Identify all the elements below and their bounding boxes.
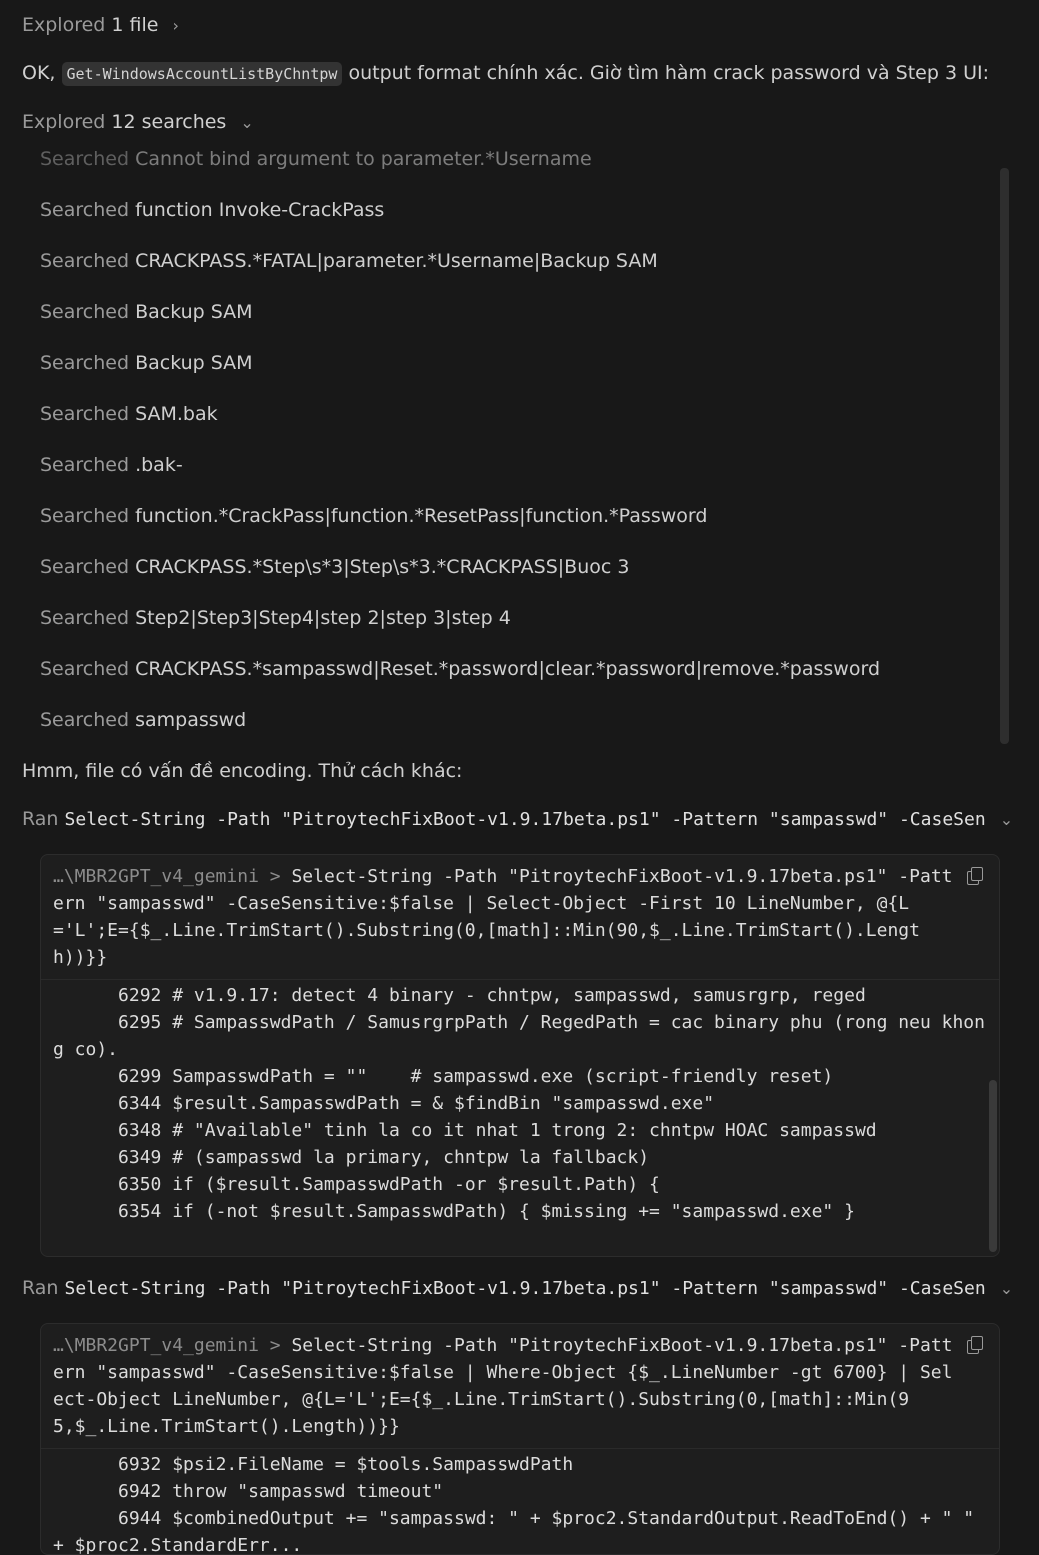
search-item: Searched Cannot bind argument to parameter.*Username [40, 148, 592, 170]
explored-verb: Explored [22, 111, 106, 133]
ran-summary: Select-String -Path "PitroytechFixBoot-v1.9.17beta.ps1" -Pattern "sampasswd" -CaseSen [64, 809, 986, 830]
terminal-path: …\MBR2GPT_v4_gemini [53, 1335, 259, 1356]
terminal-output-1 [40, 854, 1000, 1257]
explored-label: 1 file [111, 14, 159, 36]
assistant-message-2: Hmm, file có vấn đề encoding. Thử cách khác: [22, 760, 463, 782]
explored-file-row[interactable] [22, 14, 179, 36]
explored-searches-row[interactable] [22, 111, 254, 133]
ran-command-row-2[interactable] [22, 1277, 1013, 1299]
search-item: Searched Backup SAM [40, 301, 253, 323]
terminal-path: …\MBR2GPT_v4_gemini [53, 866, 259, 887]
search-item: Searched Step2|Step3|Step4|step 2|step 3|step 4 [40, 607, 511, 629]
terminal-output-2 [40, 1323, 1000, 1555]
command-text: Select-String -Path "PitroytechFixBoot-v1.9.17beta.ps1" -Pattern "sampasswd" -CaseSensitive:$false | Where-Object {$_.LineNumber -gt 6700} | Select-Object LineNumber, @{L='L';E={$_.Line.TrimStart().Substring(0,[math]::Min(95,$_.Line.TrimStart().Length))}} [53, 1335, 953, 1437]
search-item: Searched .bak- [40, 454, 183, 476]
assistant-message-1 [22, 62, 989, 84]
chevron-down-icon: ⌄ [999, 810, 1014, 829]
chevron-down-icon: ⌄ [240, 113, 254, 132]
search-item: Searched SAM.bak [40, 403, 218, 425]
search-item: Searched function.*CrackPass|function.*ResetPass|function.*Password [40, 505, 708, 527]
copy-icon[interactable] [967, 867, 981, 883]
message-suffix: output format chính xác. Giờ tìm hàm crack password và Step 3 UI: [342, 62, 989, 84]
chevron-down-icon: ⌄ [999, 1279, 1014, 1298]
command-output: 6932 $psi2.FileName = $tools.SampasswdPath 6942 throw "sampasswd timeout" 6944 $combinedOutput += "sampasswd: " + $proc2.StandardOutput.ReadToEnd() + " " + $proc2.StandardErr... [53, 1454, 975, 1555]
terminal-scrollbar[interactable] [989, 1080, 997, 1252]
search-item: Searched sampasswd [40, 709, 247, 731]
inline-code: Get-WindowsAccountListByChntpw [62, 62, 343, 86]
ran-verb: Ran [22, 808, 59, 830]
search-list-scrollbar[interactable] [1000, 168, 1009, 744]
terminal-command [41, 855, 999, 980]
search-item: Searched CRACKPASS.*sampasswd|Reset.*password|clear.*password|remove.*password [40, 658, 881, 680]
explored-verb: Explored [22, 14, 106, 36]
search-item: Searched CRACKPASS.*FATAL|parameter.*Username|Backup SAM [40, 250, 658, 272]
command-text: Select-String -Path "PitroytechFixBoot-v1.9.17beta.ps1" -Pattern "sampasswd" -CaseSensitive:$false | Select-Object -First 10 LineNumber, @{L='L';E={$_.Line.TrimStart().Substring(0,[math]::Min(90,$_.Line.TrimStart().Length))}} [53, 866, 953, 968]
copy-icon[interactable] [967, 1336, 981, 1352]
search-item: Searched function Invoke-CrackPass [40, 199, 385, 221]
ran-summary: Select-String -Path "PitroytechFixBoot-v1.9.17beta.ps1" -Pattern "sampasswd" -CaseSen [64, 1278, 986, 1299]
search-item: Searched Backup SAM [40, 352, 253, 374]
search-item: Searched CRACKPASS.*Step\s*3|Step\s*3.*CRACKPASS|Buoc 3 [40, 556, 630, 578]
command-output: 6292 # v1.9.17: detect 4 binary - chntpw, sampasswd, samusrgrp, reged 6295 # SampasswdPath / SamusrgrpPath / RegedPath = cac binary phu (rong neu khong co). 6299 SampasswdPath = "" # sampasswd.exe (script-friendly reset) 6344 $result.SampasswdPath = & $findBin "sampasswd.exe" 6348 # "Available" tinh la co it nhat 1 trong 2: chntpw HOAC sampasswd 6349 # (sampasswd la primary, chntpw la fallback) 6350 if ($result.SampasswdPath -or $result.Path) { 6354 if (-not $result.SampasswdPath) { $missing += "sampasswd.exe" } [53, 985, 985, 1222]
prompt-caret: > [269, 1335, 281, 1356]
terminal-command [41, 1324, 999, 1449]
chevron-right-icon: › [172, 16, 179, 35]
message-prefix: OK, [22, 62, 62, 84]
ran-verb: Ran [22, 1277, 59, 1299]
prompt-caret: > [269, 866, 281, 887]
explored-label: 12 searches [111, 111, 227, 133]
search-list [40, 148, 1000, 748]
ran-command-row-1[interactable] [22, 808, 1013, 830]
